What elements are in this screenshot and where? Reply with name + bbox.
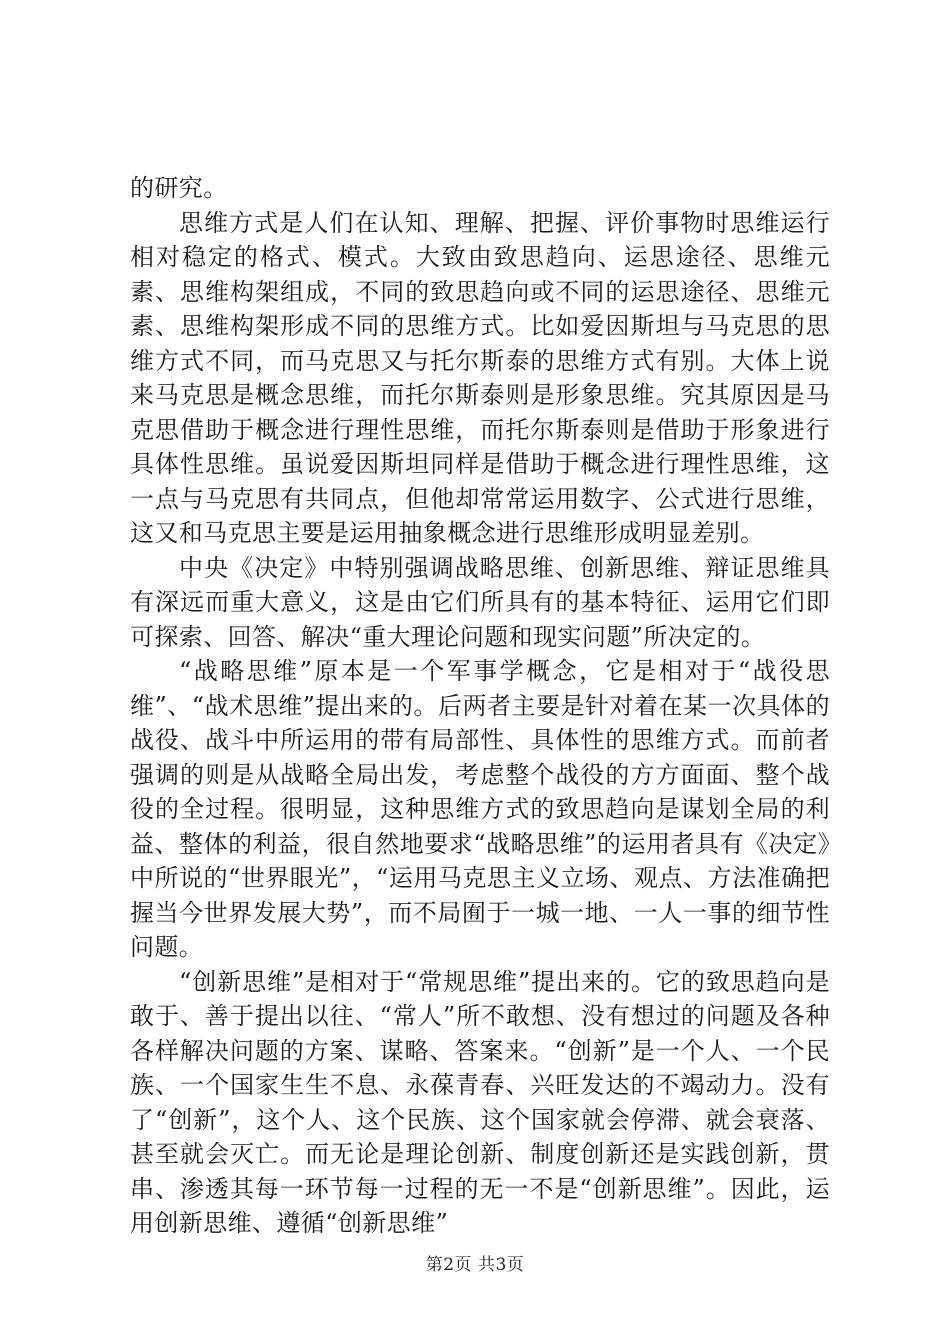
document-body [130, 171, 830, 1241]
paragraph-strategic-thinking: “战略思维”原本是一个军事学概念，它是相对于“战役思维”、“战术思维”提出来的。后两者主要是针对着在某一次具体的战役、战斗中所运用的带有局部性、具体性的思维方式。而前者强调的则是从战略全局出发，考虑整个战役的方方面面、整个战役的全过程。很明显，这种思维方式的致思趋向是谋划全局的利益、整体的利益，很自然地要求“战略思维”的运用者具有《决定》中所说的“世界眼光”，“运用马克思主义立场、观点、方法准确把握当今世界发展大势”，而不局囿于一城一地、一人一事的细节性问题。 [130, 657, 830, 961]
page-footer: 第2页 共3页 [425, 1255, 525, 1275]
paragraph-thinking-mode: 思维方式是人们在认知、理解、把握、评价事物时思维运行相对稳定的格式、模式。大致由致思趋向、运思途径、思维元素、思维构架组成，不同的致思趋向或不同的运思途径、思维元素、思维构架形成不同的思维方式。比如爱因斯坦与马克思的思维方式不同，而马克思又与托尔斯泰的思维方式有别。大体上说来马克思是概念思维，而托尔斯泰则是形象思维。究其原因是马克思借助于概念进行理性思维，而托尔斯泰则是借助于形象进行具体性思维。虽说爱因斯坦同样是借助于概念进行理性思维，这一点与马克思有共同点，但他却常常运用数字、公式进行思维，这又和马克思主要是运用抽象概念进行思维形成明显差别。 [130, 208, 830, 547]
paragraph-innovative-thinking: “创新思维”是相对于“常规思维”提出来的。它的致思趋向是敢于、善于提出以往、“常人”所不敢想、没有想过的问题及各种各样解决问题的方案、谋略、答案来。“创新”是一个人、一个民族、一个国家生生不息、永葆青春、兴旺发达的不竭动力。没有了“创新”，这个人、这个民族、这个国家就会停滞、就会衰落、甚至就会灭亡。而无论是理论创新、制度创新还是实践创新，贯串、渗透其每一环节每一过程的无一不是“创新思维”。因此，运用创新思维、遵循“创新思维” [130, 967, 830, 1237]
paragraph-central-decision: 中央《决定》中特别强调战略思维、创新思维、辩证思维具有深远而重大意义，这是由它们所具有的基本特征、运用它们即可探索、回答、解决“重大理论问题和现实问题”所决定的。 [130, 553, 830, 651]
paragraph-continuation: 的研究。 [130, 174, 228, 202]
